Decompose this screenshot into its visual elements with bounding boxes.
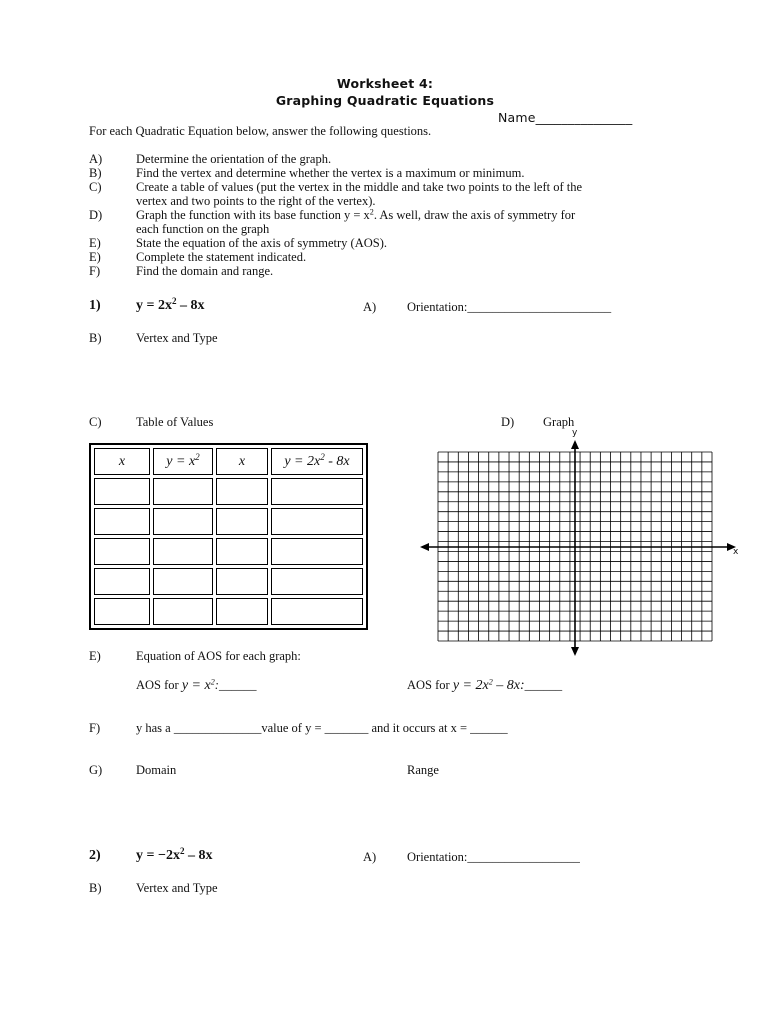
intro-text: For each Quadratic Equation below, answer the following questions. [89, 124, 432, 138]
instruction-text: Determine the orientation of the graph. [136, 152, 332, 166]
table-cell[interactable] [94, 508, 150, 535]
statement-field[interactable]: y has a ______________value of y = _______ and it occurs at x = ______ [136, 721, 508, 735]
x-axis [420, 543, 736, 551]
table-header-cell: x [216, 448, 268, 475]
question-letter: A) [363, 300, 377, 314]
range-label: Range [407, 763, 439, 777]
y-axis-label: y [572, 428, 578, 438]
question-letter: D) [501, 415, 515, 429]
table-cell[interactable] [216, 478, 268, 505]
table-header-row [94, 448, 363, 475]
instruction-text: each function on the graph [136, 222, 270, 236]
question-letter: B) [89, 881, 102, 895]
vertex-label: Vertex and Type [136, 881, 218, 895]
table-cell[interactable] [271, 568, 363, 595]
table-cell[interactable] [153, 538, 213, 565]
aos-field-1[interactable]: AOS for $y = x^2:\_\_\_\_\_\_$ [136, 677, 257, 693]
vertex-label: Vertex and Type [136, 331, 218, 345]
x-axis-label: x [733, 547, 739, 557]
instruction-text: Create a table of values (put the vertex in the middle and take two points to the left of the [136, 180, 583, 194]
table-cell[interactable] [94, 568, 150, 595]
domain-label: Domain [136, 763, 177, 777]
question-letter: C) [89, 415, 102, 429]
table-row [94, 568, 363, 595]
question-letter: B) [89, 331, 102, 345]
worksheet-title: Worksheet 4: [336, 76, 434, 91]
problem-number: 1) [89, 298, 101, 313]
table-of-values [89, 443, 368, 630]
orientation-field[interactable]: Orientation:__________________ [407, 850, 580, 864]
table-header-cell: x [94, 448, 150, 475]
aos-field-2[interactable]: AOS for $y = 2x^2$ – 8x:______ [407, 677, 563, 693]
table-cell[interactable] [216, 508, 268, 535]
instruction-text: State the equation of the axis of symmetry (AOS). [136, 236, 387, 250]
question-letter: E) [89, 649, 101, 663]
table-cell[interactable] [216, 538, 268, 565]
instruction-text: Complete the statement indicated. [136, 250, 307, 264]
table-row [94, 478, 363, 505]
graph-label: Graph [543, 415, 575, 429]
table-row [94, 598, 363, 625]
instruction-letter: F) [89, 264, 101, 278]
table-cell[interactable] [153, 508, 213, 535]
instruction-letter: B) [89, 166, 102, 180]
problem-number: 2) [89, 848, 101, 863]
table-cell[interactable] [216, 598, 268, 625]
question-letter: A) [363, 850, 377, 864]
table-cell[interactable] [271, 478, 363, 505]
aos-prompt: Equation of AOS for each graph: [136, 649, 301, 663]
table-cell[interactable] [94, 478, 150, 505]
table-cell[interactable] [216, 568, 268, 595]
instruction-letter: D) [89, 208, 103, 222]
problem-equation: $y = -2x^2 - 8x$ [136, 846, 213, 863]
instruction-letter: C) [89, 180, 102, 194]
table-cell[interactable] [94, 538, 150, 565]
table-cell[interactable] [94, 598, 150, 625]
instruction-text: Find the vertex and determine whether the vertex is a maximum or minimum. [136, 166, 525, 180]
worksheet-subtitle: Graphing Quadratic Equations [275, 93, 495, 108]
instruction-letter: E) [89, 236, 101, 250]
question-letter: F) [89, 721, 101, 735]
problem-equation: $y = 2x^2 - 8x$ [136, 296, 205, 313]
table-row [94, 508, 363, 535]
table-label: Table of Values [136, 415, 214, 429]
table-row [94, 538, 363, 565]
instruction-letter: E) [89, 250, 101, 264]
y-axis [571, 440, 579, 656]
table-header-cell: $y = x^2$ [153, 448, 213, 475]
table-cell[interactable] [153, 478, 213, 505]
instruction-letter: A) [89, 152, 103, 166]
table-cell[interactable] [271, 538, 363, 565]
table-header-cell: $y = 2x^2 - 8x$ [271, 448, 363, 475]
table-cell[interactable] [153, 598, 213, 625]
instruction-text: vertex and two points to the right of the vertex). [136, 194, 376, 208]
instruction-text: Find the domain and range. [136, 264, 274, 278]
coordinate-grid[interactable] [418, 428, 748, 658]
table-cell[interactable] [271, 598, 363, 625]
table-cell[interactable] [153, 568, 213, 595]
question-letter: G) [89, 763, 103, 777]
table-cell[interactable] [271, 508, 363, 535]
instruction-text: Graph the function with its base function $y = x^2$. As well, draw the axis of symmetry for [136, 207, 576, 222]
name-field[interactable]: Name_______________ [498, 110, 633, 125]
orientation-field[interactable]: Orientation:_______________________ [407, 300, 612, 314]
